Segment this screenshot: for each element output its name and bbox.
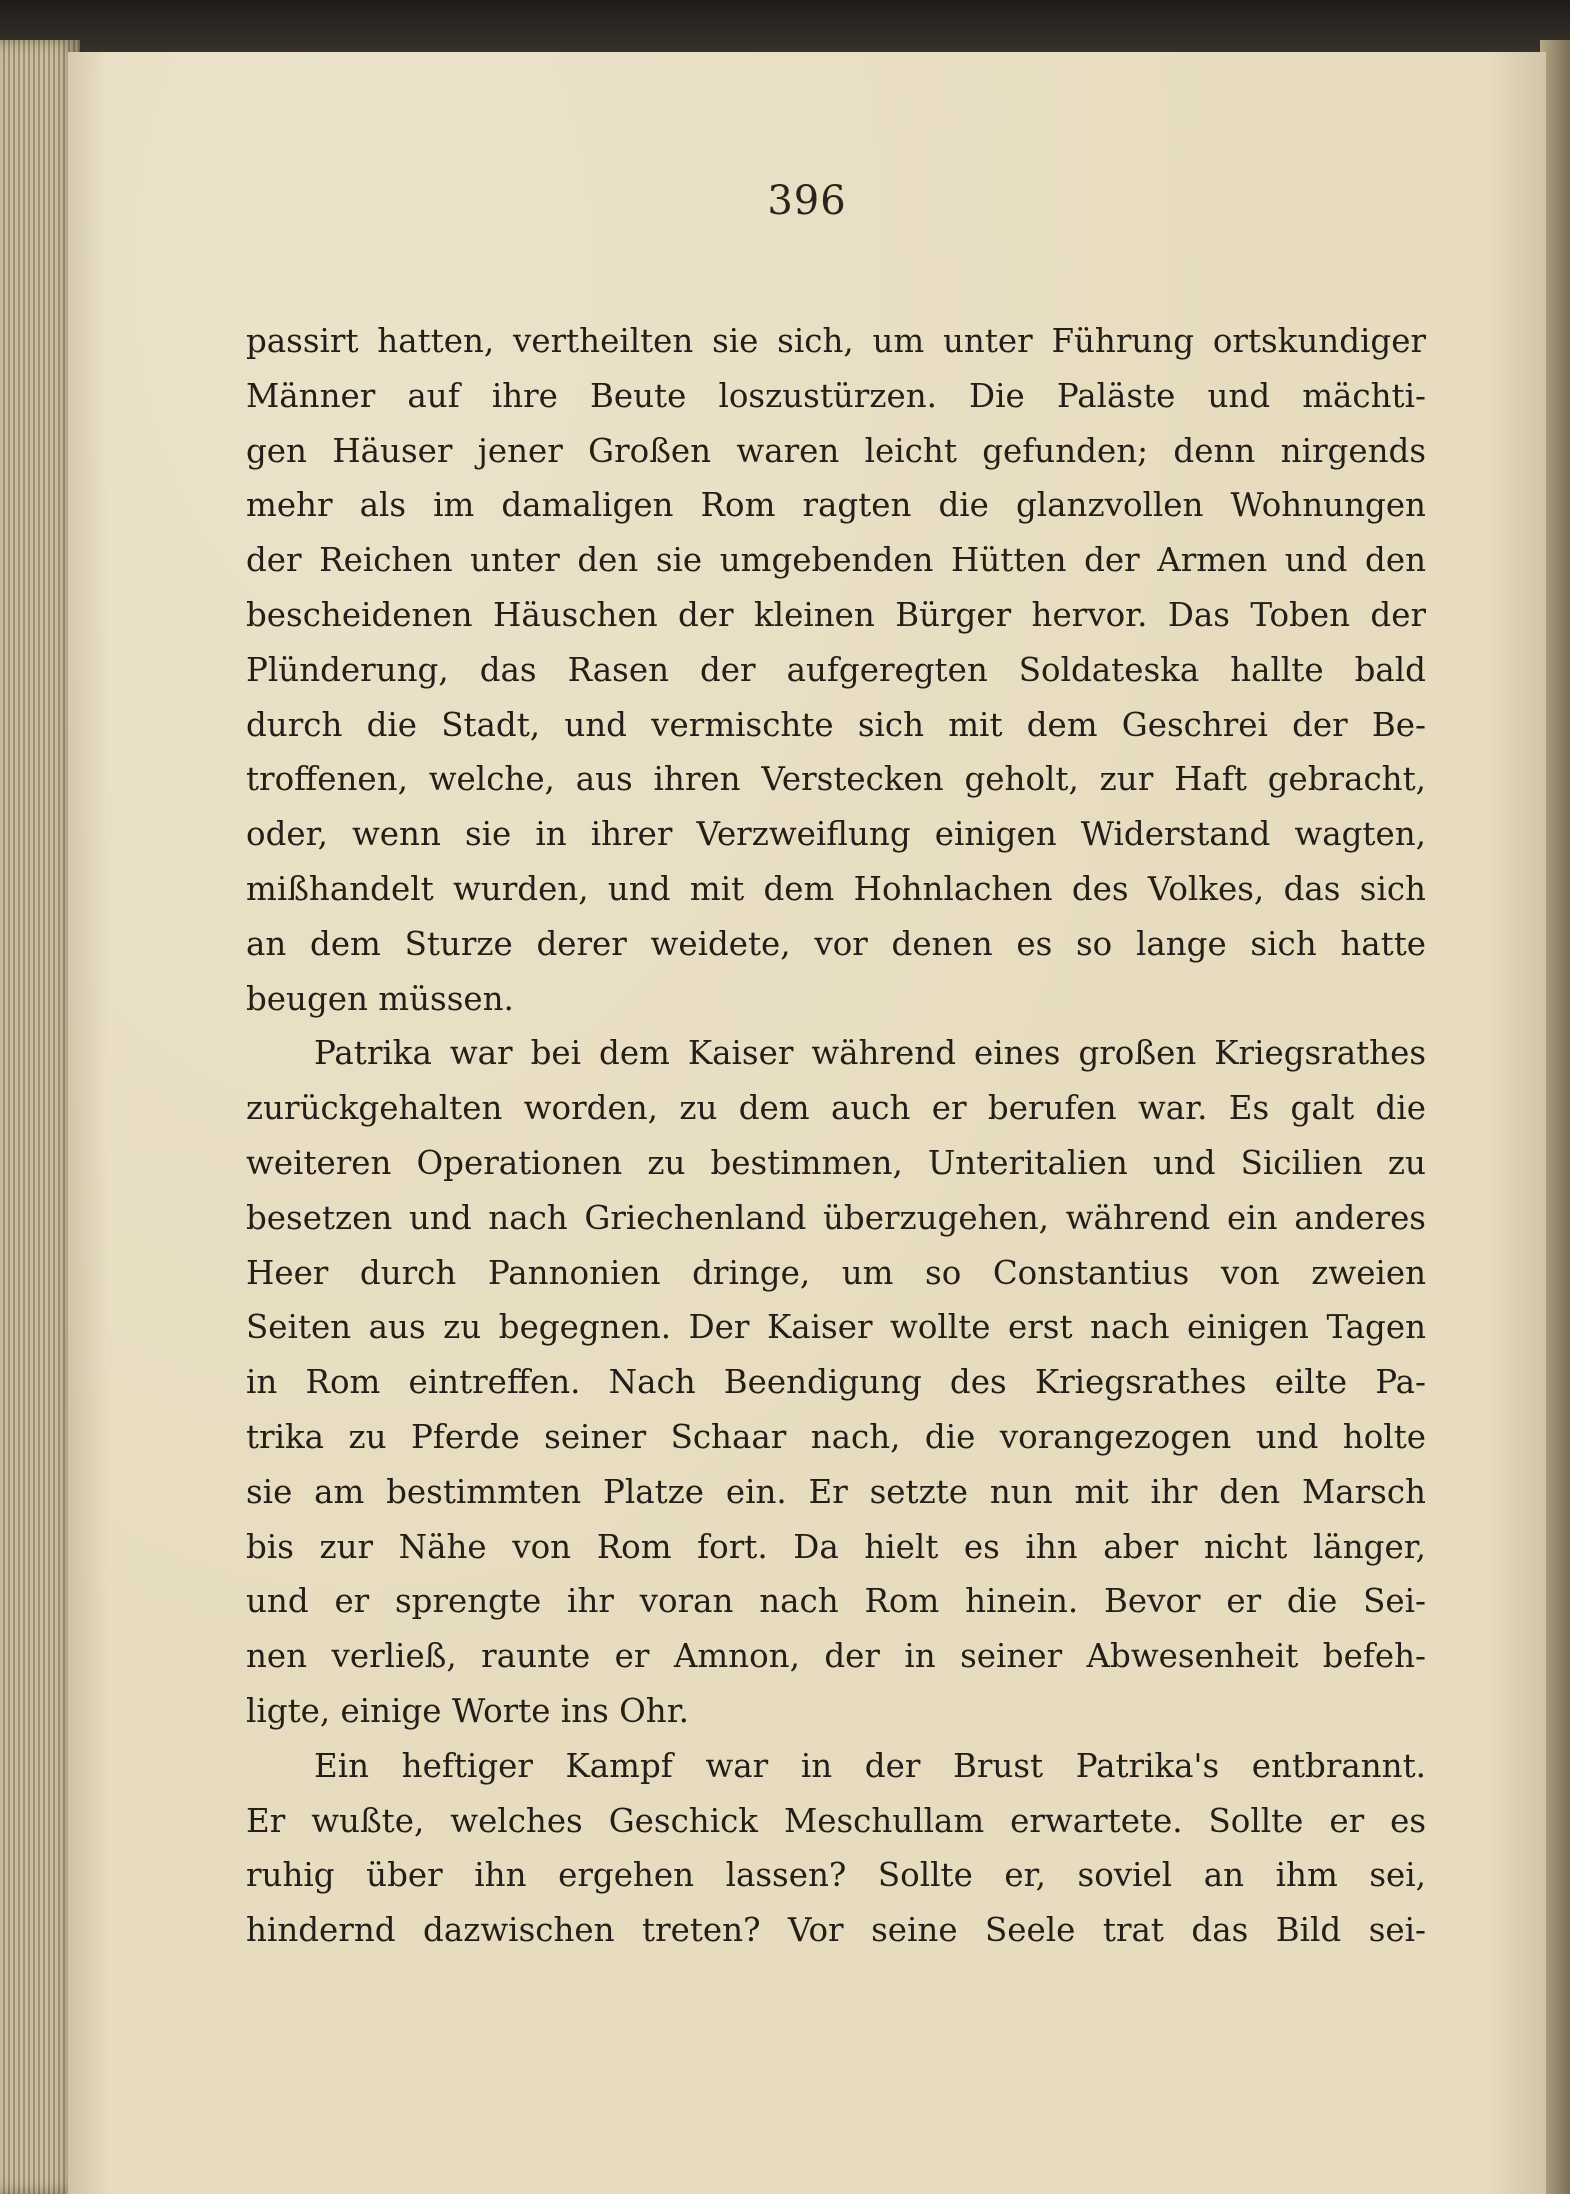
text-line: Heer durch Pannonien dringe, um so Constantius von zweien bbox=[246, 1253, 1426, 1292]
text-line: in Rom eintreffen. Nach Beendigung des Kriegsrathes eilte Pa- bbox=[246, 1363, 1426, 1402]
paragraph-start-line: Patrika war bei dem Kaiser während eines großen Kriegsrathes bbox=[314, 1034, 1426, 1073]
page-number: 396 bbox=[767, 178, 847, 224]
text-line: bescheidenen Häuschen der kleinen Bürger hervor. Das Toben der bbox=[246, 595, 1426, 634]
text-line: mehr als im damaligen Rom ragten die glanzvollen Wohnungen bbox=[246, 486, 1426, 525]
text-line: beugen müssen. bbox=[246, 979, 514, 1018]
text-line: gen Häuser jener Großen waren leicht gefunden; denn nirgends bbox=[246, 431, 1426, 470]
text-line: bis zur Nähe von Rom fort. Da hielt es ihn aber nicht länger, bbox=[246, 1527, 1426, 1566]
text-line: nen verließ, raunte er Amnon, der in seiner Abwesenheit befeh- bbox=[246, 1637, 1426, 1676]
text-line: durch die Stadt, und vermischte sich mit dem Geschrei der Be- bbox=[246, 705, 1426, 744]
text-line: Er wußte, welches Geschick Meschullam erwartete. Sollte er es bbox=[246, 1801, 1426, 1840]
text-line: Seiten aus zu begegnen. Der Kaiser wollte erst nach einigen Tagen bbox=[246, 1308, 1426, 1347]
body-text bbox=[246, 314, 1426, 1958]
paragraph-start-line: Ein heftiger Kampf war in der Brust Patrika's entbrannt. bbox=[314, 1746, 1426, 1785]
text-line: an dem Sturze derer weidete, vor denen es so lange sich hatte bbox=[246, 924, 1426, 963]
text-line: Männer auf ihre Beute loszustürzen. Die Paläste und mächti- bbox=[246, 376, 1426, 415]
text-line: und er sprengte ihr voran nach Rom hinein. Bevor er die Sei- bbox=[246, 1582, 1426, 1621]
text-line: zurückgehalten worden, zu dem auch er berufen war. Es galt die bbox=[246, 1089, 1426, 1128]
text-line: trika zu Pferde seiner Schaar nach, die vorangezogen und holte bbox=[246, 1417, 1426, 1456]
text-line: sie am bestimmten Platze ein. Er setzte nun mit ihr den Marsch bbox=[246, 1472, 1426, 1511]
text-line: passirt hatten, vertheilten sie sich, um unter Führung ortskundiger bbox=[246, 322, 1426, 360]
text-line: der Reichen unter den sie umgebenden Hütten der Armen und den bbox=[246, 541, 1426, 580]
text-line: besetzen und nach Griechenland überzugehen, während ein anderes bbox=[246, 1198, 1426, 1237]
binding-shadow bbox=[0, 0, 1570, 60]
text-line: mißhandelt wurden, und mit dem Hohnlachen des Volkes, das sich bbox=[246, 869, 1426, 908]
text-line: weiteren Operationen zu bestimmen, Unteritalien und Sicilien zu bbox=[246, 1143, 1426, 1182]
text-line: oder, wenn sie in ihrer Verzweiflung einigen Widerstand wagten, bbox=[246, 815, 1426, 854]
text-line: ruhig über ihn ergehen lassen? Sollte er, soviel an ihm sei, bbox=[246, 1856, 1426, 1895]
text-line: ligte, einige Worte ins Ohr. bbox=[246, 1691, 690, 1730]
text-line: Plünderung, das Rasen der aufgeregten Soldateska hallte bald bbox=[246, 650, 1426, 689]
text-line: troffenen, welche, aus ihren Verstecken geholt, zur Haft gebracht, bbox=[246, 760, 1426, 799]
text-line: hindernd dazwischen treten? Vor seine Seele trat das Bild sei- bbox=[246, 1911, 1426, 1950]
book-page bbox=[68, 52, 1546, 2194]
